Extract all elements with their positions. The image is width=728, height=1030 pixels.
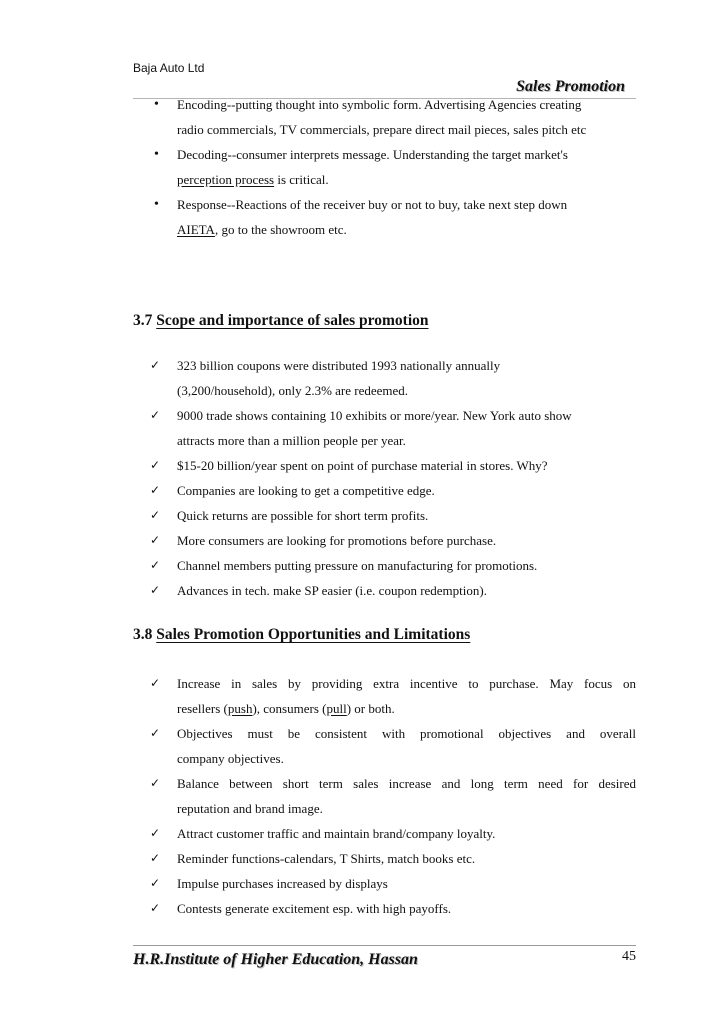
- checkmark-icon: ✓: [150, 726, 161, 740]
- list-item-line: 9000 trade shows containing 10 exhibits or more/year. New York auto show: [177, 408, 572, 423]
- list-item-line: radio commercials, TV commercials, prepare direct mail pieces, sales pitch etc: [177, 122, 587, 137]
- list-item: [150, 478, 636, 503]
- section-heading-3-8: [133, 626, 470, 644]
- section-number: 3.8: [133, 626, 157, 643]
- list-item-line: Companies are looking to get a competitive edge.: [177, 483, 435, 498]
- list-item-line: Advances in tech. make SP easier (i.e. coupon redemption).: [177, 583, 487, 598]
- header-company: Baja Auto Ltd: [133, 61, 205, 75]
- checkmark-icon: ✓: [150, 458, 161, 472]
- link-aieta[interactable]: AIETA: [177, 222, 215, 237]
- list-item: [150, 771, 636, 821]
- text-fragment: , go to the showroom etc.: [214, 222, 347, 237]
- list-item-line: 323 billion coupons were distributed 1993 nationally annually: [177, 358, 501, 373]
- text-fragment: ), consumers (: [252, 701, 327, 716]
- list-item: [150, 871, 636, 896]
- checkmark-icon: ✓: [150, 558, 161, 572]
- bullet-icon: •: [154, 97, 159, 112]
- bullet-icon: •: [154, 197, 159, 212]
- link-push[interactable]: push: [227, 701, 253, 716]
- section-title: Scope and importance of sales promotion: [156, 312, 429, 329]
- list-item-line: company objectives.: [177, 751, 284, 766]
- list-item-line: Impulse purchases increased by displays: [177, 876, 388, 891]
- list-item: [150, 553, 636, 578]
- list-item: [150, 403, 636, 453]
- checkmark-icon: ✓: [150, 776, 161, 790]
- checkmark-icon: ✓: [150, 358, 161, 372]
- list-item: [150, 503, 636, 528]
- section-title: Sales Promotion Opportunities and Limitations: [156, 626, 471, 643]
- list-item-line: $15-20 billion/year spent on point of purchase material in stores. Why?: [177, 458, 548, 473]
- opportunities-check-list: [150, 671, 636, 921]
- list-item: [150, 896, 636, 921]
- checkmark-icon: ✓: [150, 583, 161, 597]
- checkmark-icon: ✓: [150, 851, 161, 865]
- list-item-line: reputation and brand image.: [177, 801, 323, 816]
- list-item: [150, 821, 636, 846]
- link-perception-process[interactable]: perception process: [177, 172, 275, 187]
- list-item-line: [177, 217, 636, 242]
- link-pull[interactable]: pull: [326, 701, 347, 716]
- list-item: [150, 353, 636, 403]
- list-item: [150, 92, 636, 142]
- scope-check-list: [150, 353, 636, 603]
- list-item-line: Objectives must be consistent with promotional objectives and overall: [177, 726, 636, 741]
- list-item: [150, 721, 636, 771]
- checkmark-icon: ✓: [150, 826, 161, 840]
- list-item-line: More consumers are looking for promotions before purchase.: [177, 533, 497, 548]
- list-item-line: [177, 167, 636, 192]
- list-item: [150, 846, 636, 871]
- text-fragment: is critical.: [274, 172, 329, 187]
- checkmark-icon: ✓: [150, 408, 161, 422]
- checkmark-icon: ✓: [150, 876, 161, 890]
- list-item: [150, 578, 636, 603]
- checkmark-icon: ✓: [150, 533, 161, 547]
- footer-divider: [133, 945, 636, 946]
- text-fragment: resellers (: [177, 701, 228, 716]
- list-item-line: Balance between short term sales increase and long term need for desired: [177, 776, 636, 791]
- checkmark-icon: ✓: [150, 901, 161, 915]
- list-item-line: [177, 696, 636, 721]
- list-item-line: Increase in sales by providing extra incentive to purchase. May focus on: [177, 676, 636, 691]
- list-item-line: attracts more than a million people per year.: [177, 433, 406, 448]
- page-number: 45: [622, 949, 636, 964]
- footer-institute: H.R.Institute of Higher Education, Hassan: [133, 951, 418, 968]
- header-title: Sales Promotion: [516, 78, 625, 95]
- list-item-line: Contests generate excitement esp. with high payoffs.: [177, 901, 452, 916]
- bullet-icon: •: [154, 147, 159, 162]
- list-item-line: Channel members putting pressure on manufacturing for promotions.: [177, 558, 538, 573]
- list-item: [150, 192, 636, 242]
- list-item-line: Reminder functions-calendars, T Shirts, match books etc.: [177, 851, 476, 866]
- checkmark-icon: ✓: [150, 676, 161, 690]
- checkmark-icon: ✓: [150, 483, 161, 497]
- text-fragment: ) or both.: [346, 701, 395, 716]
- section-heading-3-7: [133, 312, 429, 330]
- list-item-line: Quick returns are possible for short term profits.: [177, 508, 429, 523]
- list-item-line: (3,200/household), only 2.3% are redeemed.: [177, 383, 409, 398]
- intro-bullet-list: [150, 92, 636, 242]
- list-item: [150, 142, 636, 192]
- list-item: [150, 453, 636, 478]
- list-item-line: Attract customer traffic and maintain brand/company loyalty.: [177, 826, 496, 841]
- list-item-line: Decoding--consumer interprets message. Understanding the target market's: [177, 147, 568, 162]
- section-number: 3.7: [133, 312, 157, 329]
- list-item: [150, 528, 636, 553]
- list-item: [150, 671, 636, 721]
- list-item-line: Response--Reactions of the receiver buy or not to buy, take next step down: [177, 197, 568, 212]
- list-item-line: Encoding--putting thought into symbolic form. Advertising Agencies creating: [177, 97, 582, 112]
- checkmark-icon: ✓: [150, 508, 161, 522]
